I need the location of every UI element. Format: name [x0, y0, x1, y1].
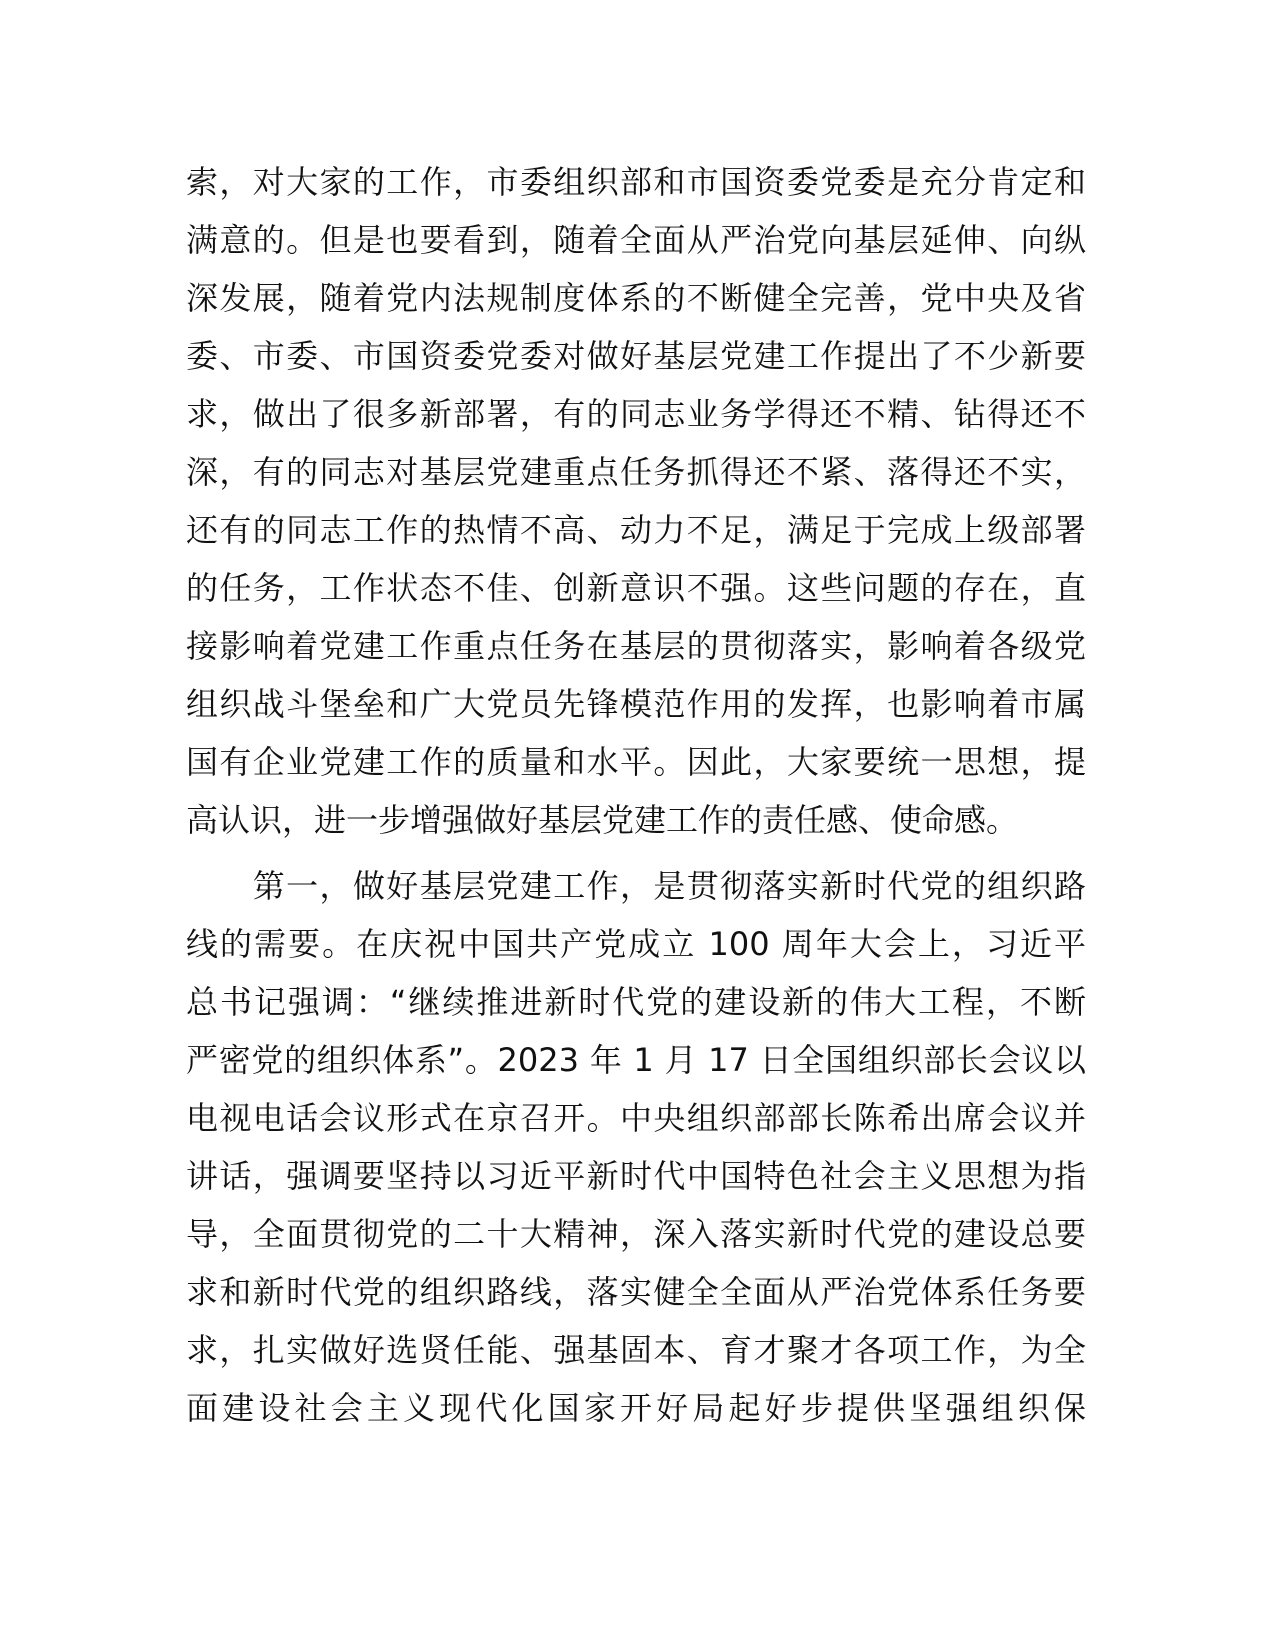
text-line: 国有企业党建工作的质量和水平。因此，大家要统一思想，提 — [186, 743, 1086, 781]
paragraph-1 — [186, 153, 1086, 849]
text-line: 索，对大家的工作，市委组织部和市国资委党委是充分肯定和 — [186, 163, 1086, 201]
text-line: 总书记强调：“继续推进新时代党的建设新的伟大工程，不断 — [186, 983, 1086, 1021]
text-line: 求，做出了很多新部署，有的同志业务学得还不精、钻得还不 — [186, 395, 1086, 433]
text-line: 电视电话会议形式在京召开。中央组织部部长陈希出席会议并 — [186, 1099, 1086, 1137]
body-text — [186, 153, 1086, 1437]
text-line: 组织战斗堡垒和广大党员先锋模范作用的发挥，也影响着市属 — [186, 685, 1086, 723]
text-line: 讲话，强调要坚持以习近平新时代中国特色社会主义思想为指 — [186, 1157, 1086, 1195]
text-line: 满意的。但是也要看到，随着全面从严治党向基层延伸、向纵 — [186, 221, 1086, 259]
paragraph-gap — [186, 849, 1086, 857]
text-line: 深发展，随着党内法规制度体系的不断健全完善，党中央及省 — [186, 279, 1086, 317]
text-line: 线的需要。在庆祝中国共产党成立 100 周年大会上，习近平 — [186, 925, 1086, 963]
text-line: 还有的同志工作的热情不高、动力不足，满足于完成上级部署 — [186, 511, 1086, 549]
text-line: 的任务，工作状态不佳、创新意识不强。这些问题的存在，直 — [186, 569, 1086, 607]
text-line: 委、市委、市国资委党委对做好基层党建工作提出了不少新要 — [186, 337, 1086, 375]
text-line: 严密党的组织体系”。2023 年 1 月 17 日全国组织部长会议以 — [186, 1041, 1086, 1079]
text-line: 求和新时代党的组织路线，落实健全全面从严治党体系任务要 — [186, 1273, 1086, 1311]
text-line: 高认识，进一步增强做好基层党建工作的责任感、使命感。 — [186, 801, 1019, 839]
paragraph-2 — [186, 857, 1086, 1437]
text-line: 深，有的同志对基层党建重点任务抓得还不紧、落得还不实， — [186, 453, 1086, 491]
text-line: 接影响着党建工作重点任务在基层的贯彻落实，影响着各级党 — [186, 627, 1086, 665]
text-line: 导，全面贯彻党的二十大精神，深入落实新时代党的建设总要 — [186, 1215, 1086, 1253]
text-line: 第一，做好基层党建工作，是贯彻落实新时代党的组织路 — [186, 867, 1086, 905]
text-line: 面建设社会主义现代化国家开好局起好步提供坚强组织保 — [186, 1389, 1086, 1427]
text-line: 求，扎实做好选贤任能、强基固本、育才聚才各项工作，为全 — [186, 1331, 1086, 1369]
